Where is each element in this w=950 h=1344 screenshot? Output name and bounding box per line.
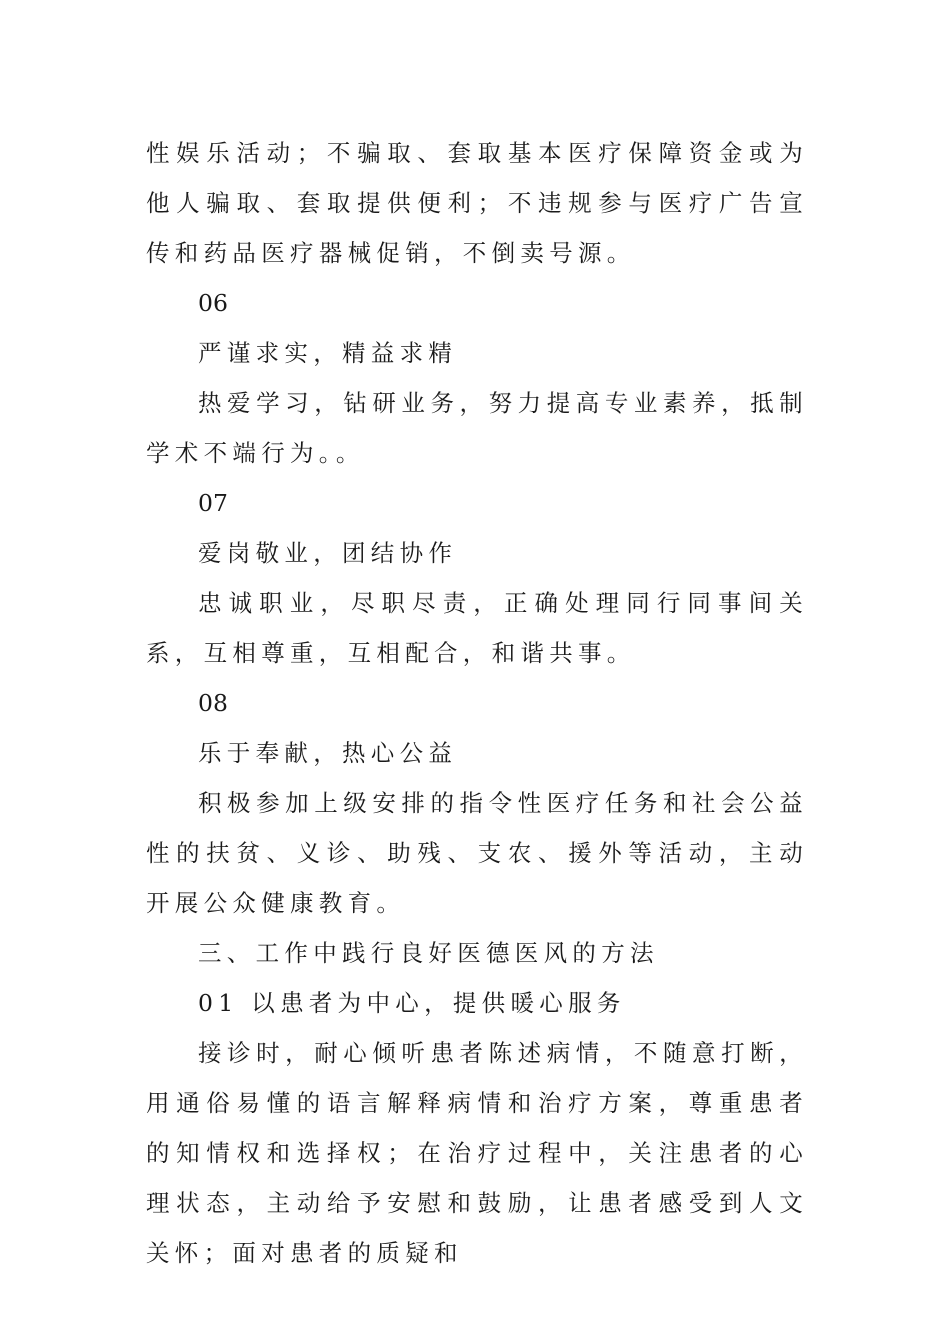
continuation-paragraph: 性娱乐活动；不骗取、套取基本医疗保障资金或为他人骗取、套取提供便利；不违规参与医疗广告宣传和药品医疗器械促销，不倒卖号源。 — [146, 139, 808, 267]
section-heading-08: 乐于奉献，热心公益 — [198, 739, 458, 767]
section-body-07: 忠诚职业，尽职尽责，正确处理同行同事间关系，互相尊重，互相配合，和谐共事。 — [146, 589, 808, 667]
section-body-06: 热爱学习，钻研业务，努力提高专业素养，抵制学术不端行为。。 — [146, 389, 808, 467]
section-number-08: 08 — [198, 689, 228, 717]
section-body-08: 积极参加上级安排的指令性医疗任务和社会公益性的扶贫、义诊、助残、支农、援外等活动，主动开展公众健康教育。 — [146, 789, 808, 917]
section-heading-07: 爱岗敬业，团结协作 — [198, 539, 458, 567]
section-heading-06: 严谨求实，精益求精 — [198, 339, 458, 367]
method-01-heading: 01 以患者为中心，提供暖心服务 — [198, 989, 626, 1017]
section-number-07: 07 — [198, 489, 228, 517]
method-01-body: 接诊时，耐心倾听患者陈述病情，不随意打断，用通俗易懂的语言解释病情和治疗方案，尊重患者的知情权和选择权；在治疗过程中，关注患者的心理状态，主动给予安慰和鼓励，让患者感受到人文关怀；面对患者的质疑和 — [146, 1039, 808, 1267]
document-body — [146, 128, 808, 1278]
section-number-06: 06 — [198, 289, 228, 317]
part-three-heading: 三、工作中践行良好医德医风的方法 — [198, 939, 659, 967]
